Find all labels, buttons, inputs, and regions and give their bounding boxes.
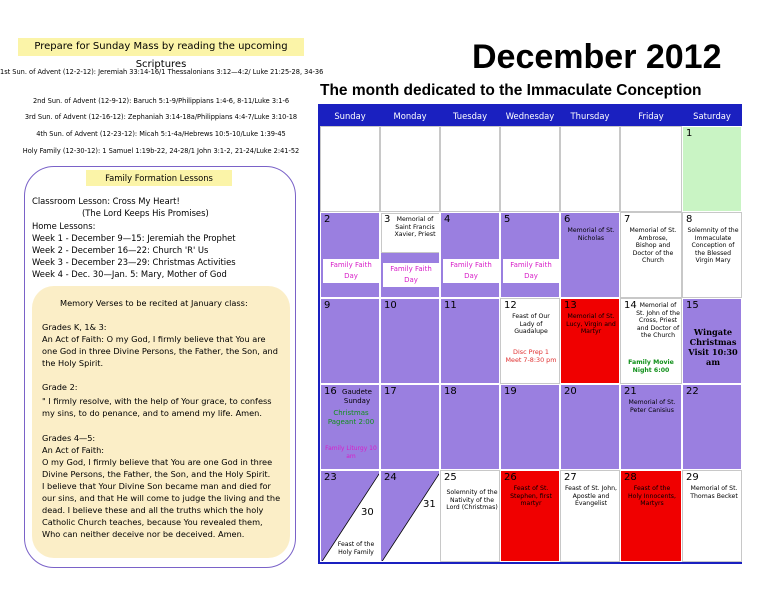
day-number: 2: [324, 214, 331, 225]
day-cell-5[interactable]: [500, 212, 560, 298]
day-number: 20: [564, 386, 577, 397]
memory-line: Catholic Church teaches, because You revealed them,: [42, 517, 263, 527]
solemnity-text: Solemnity of the Nativity of the Lord (Christmas): [446, 489, 498, 512]
event-family-faith-day: Family Faith Day: [443, 259, 499, 283]
week-lesson: Week 4 - Dec. 30—Jan. 5: Mary, Mother of God: [32, 269, 227, 279]
calendar-grid: [318, 104, 742, 564]
memory-line: Divine Persons, the Father, the Son, and the Holy Spirit.: [42, 469, 271, 479]
day-number: 7: [624, 214, 631, 225]
day-number: 6: [564, 214, 571, 225]
day-cell-18[interactable]: [440, 384, 500, 470]
day-number: 29: [686, 472, 699, 483]
day-cell-23-30[interactable]: [320, 470, 380, 562]
event-christmas-pageant: Christmas Pageant 2:00: [327, 409, 375, 426]
day-number: 22: [686, 386, 699, 397]
day-cell-12[interactable]: [500, 298, 560, 384]
memorial-text: Memorial of St. Thomas Becket: [690, 485, 738, 500]
day-cell-10[interactable]: [380, 298, 440, 384]
schedule-line: 4th Sun. of Advent (12-23-12): Micah 5:1-4a/Hebrews 10:5-10/Luke 1:39-45: [36, 130, 286, 138]
day-number: 14: [624, 300, 637, 311]
day-cell-empty: [500, 126, 560, 212]
day-header-thursday: Thursday: [560, 106, 620, 126]
day-cell-27[interactable]: [560, 470, 620, 562]
day-cell-empty: [380, 126, 440, 212]
day-cell-empty: [320, 126, 380, 212]
day-cell-8[interactable]: [682, 212, 742, 298]
day-cell-4[interactable]: [440, 212, 500, 298]
memory-line: An Act of Faith:: [42, 445, 105, 455]
day-number: 15: [686, 300, 699, 311]
feast-text: Feast of St. Stephen, first martyr: [510, 485, 552, 508]
event-family-liturgy: Family Liturgy 10 am: [325, 445, 377, 460]
memorial-text: Memorial of St. Peter Canisius: [628, 399, 676, 414]
day-cell-9[interactable]: [320, 298, 380, 384]
day-number: 17: [384, 386, 397, 397]
memory-line: An Act of Faith: O my God, I firmly believe that You are: [42, 334, 266, 344]
day-header-saturday: Saturday: [682, 106, 742, 126]
day-cell-17[interactable]: [380, 384, 440, 470]
day-number: 8: [686, 214, 693, 225]
memory-verses-title: Memory Verses to be recited at January class:: [60, 298, 248, 308]
calendar-subtitle: The month dedicated to the Immaculate Conception: [320, 82, 702, 99]
day-cell-1[interactable]: [682, 126, 742, 212]
day-header-friday: Friday: [620, 106, 682, 126]
day-header-wednesday: Wednesday: [500, 106, 560, 126]
memory-line: dead. I believe these and all the truths which the holy: [42, 505, 264, 515]
memorial-text: Memorial of St. Ambrose, Bishop and Doctor of the Church: [629, 227, 677, 265]
day-number: 19: [504, 386, 517, 397]
day-cell-14[interactable]: [620, 298, 682, 384]
day-number: 5: [504, 214, 511, 225]
day-number: 4: [444, 214, 451, 225]
diagonal-split-icon: [381, 471, 440, 562]
day-number: 9: [324, 300, 331, 311]
memorial-text: Memorial of St. John of the Cross, Priest and Doctor of the Church: [636, 302, 680, 340]
feast-text: Feast of St. John, Apostle and Evangelist: [564, 485, 618, 508]
memory-line: Who can neither deceive nor be deceived. Amen.: [42, 529, 245, 539]
day-number: 12: [504, 300, 517, 311]
day-number: 25: [444, 472, 457, 483]
day-cell-15[interactable]: [682, 298, 742, 384]
day-cell-29[interactable]: [682, 470, 742, 562]
calendar-title: December 2012: [472, 38, 722, 76]
day-cell-22[interactable]: [682, 384, 742, 470]
day-cell-16[interactable]: [320, 384, 380, 470]
day-number: 21: [624, 386, 637, 397]
day-number: 10: [384, 300, 397, 311]
day-number: 18: [444, 386, 457, 397]
day-number: 31: [423, 499, 436, 510]
day-number: 28: [624, 472, 637, 483]
memory-line: O my God, I firmly believe that You are one God in three: [42, 457, 273, 467]
memorial-text: Memorial of St. Nicholas: [567, 227, 615, 242]
day-cell-2[interactable]: [320, 212, 380, 298]
feast-text: Feast of Our Lady of Guadalupe: [512, 313, 550, 336]
memory-line: my sins, to do penance, and to amend my life. Amen.: [42, 408, 262, 418]
schedule-line: 1st Sun. of Advent (12-2-12): Jeremiah 33:14-16/1 Thessalonians 3:12—4:2/ Luke 21:25-28, 34-36: [0, 68, 324, 76]
day-number: 1: [686, 128, 693, 139]
day-cell-7[interactable]: [620, 212, 682, 298]
day-cell-20[interactable]: [560, 384, 620, 470]
classroom-lesson: Classroom Lesson: Cross My Heart!: [32, 196, 180, 206]
memory-line: our sins, and that He will come to judge the living and the: [42, 493, 281, 503]
day-number: 23: [324, 472, 337, 483]
day-cell-6[interactable]: [560, 212, 620, 298]
feast-text: Feast of the Holy Innocents, Martyrs: [628, 485, 676, 508]
day-header-sunday: Sunday: [320, 106, 380, 126]
scripture-header: Prepare for Sunday Mass by reading the upcoming Scriptures: [18, 38, 304, 56]
event-wingate-visit: Wingate Christmas Visit 10:30 am: [688, 327, 738, 367]
day-cell-26[interactable]: [500, 470, 560, 562]
day-cell-25[interactable]: [440, 470, 500, 562]
day-cell-24-31[interactable]: [380, 470, 440, 562]
day-cell-3[interactable]: [380, 212, 440, 298]
day-cell-empty: [620, 126, 682, 212]
day-number: 11: [444, 300, 457, 311]
week-lesson: Week 3 - December 23—29: Christmas Activities: [32, 257, 236, 267]
memory-line: " I firmly resolve, with the help of Your grace, to confess: [42, 396, 272, 406]
day-cell-empty: [560, 126, 620, 212]
day-cell-28[interactable]: [620, 470, 682, 562]
schedule-line: Holy Family (12-30-12): 1 Samuel 1:19b-22, 24-28/1 John 3:1-2, 21-24/Luke 2:41-52: [22, 147, 300, 155]
solemnity-text: Solemnity of the Immaculate Conception of the Blessed Virgin Mary: [687, 227, 739, 265]
memorial-text: Memorial of Saint Francis Xavier, Priest: [394, 216, 436, 239]
home-lessons-label: Home Lessons:: [32, 221, 96, 231]
day-number: 24: [384, 472, 397, 483]
memorial-text: Memorial of St. Lucy, Virgin and Martyr: [566, 313, 616, 336]
event-family-movie-night: Family Movie Night 6:00: [628, 359, 674, 374]
day-cell-21[interactable]: [620, 384, 682, 470]
gaudete-text: Gaudete Sunday: [342, 388, 372, 405]
day-number: 16: [324, 386, 337, 397]
memory-line: the Holy Spirit.: [42, 358, 104, 368]
event-family-faith-day: Family Faith Day: [383, 263, 439, 287]
day-number: 27: [564, 472, 577, 483]
day-number: 3: [384, 214, 391, 225]
event-disc-prep: Disc Prep 1 Meet 7-8:30 pm: [505, 348, 557, 364]
day-cell-19[interactable]: [500, 384, 560, 470]
memory-line: Grades K, 1& 3:: [42, 322, 107, 332]
day-header-monday: Monday: [380, 106, 440, 126]
day-number: 30: [361, 507, 374, 518]
memory-line: I believe that Your Divine Son became man and died for: [42, 481, 271, 491]
day-number: 13: [564, 300, 577, 311]
day-cell-13[interactable]: [560, 298, 620, 384]
day-header-tuesday: Tuesday: [440, 106, 500, 126]
event-family-faith-day: Family Faith Day: [503, 259, 559, 283]
family-formation-title: Family Formation Lessons: [86, 170, 232, 186]
week-lesson: Week 2 - December 16—22: Church 'R' Us: [32, 245, 209, 255]
day-cell-11[interactable]: [440, 298, 500, 384]
feast-text: Feast of the Holy Family: [337, 541, 375, 556]
day-cell-empty: [440, 126, 500, 212]
memory-line: Grade 2:: [42, 382, 78, 392]
event-family-faith-day: Family Faith Day: [323, 259, 379, 283]
schedule-line: 2nd Sun. of Advent (12-9-12): Baruch 5:1-9/Philippians 1:4-6, 8-11/Luke 3:1-6: [32, 97, 290, 105]
memory-line: Grades 4—5:: [42, 433, 96, 443]
memory-line: one God in three Divine Persons, the Father, the Son, and: [42, 346, 278, 356]
day-number: 26: [504, 472, 517, 483]
schedule-line: 3rd Sun. of Advent (12-16-12): Zephaniah 3:14-18a/Philippians 4:4-7/Luke 3:10-18: [24, 113, 298, 121]
classroom-lesson-sub: (The Lord Keeps His Promises): [82, 208, 209, 218]
week-lesson: Week 1 - December 9—15: Jeremiah the Prophet: [32, 233, 236, 243]
